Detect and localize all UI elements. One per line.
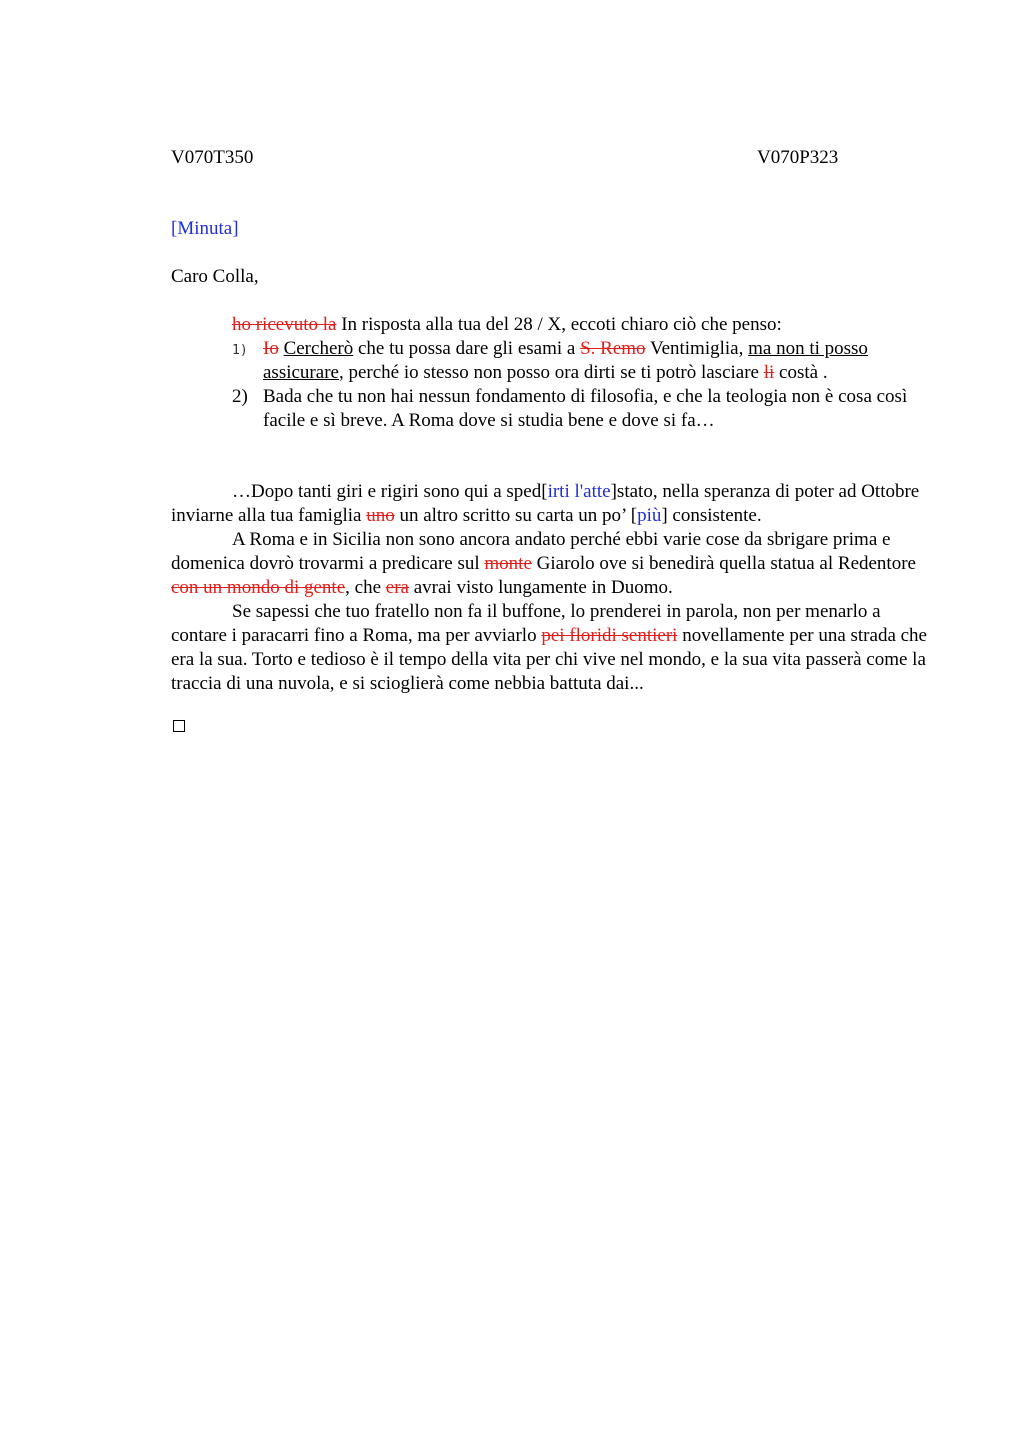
list-number: 2) xyxy=(232,386,248,407)
document-code-left: V070T350 xyxy=(171,147,254,168)
paragraph-1 xyxy=(171,480,931,528)
body-text: avrai visto lungamente in Duomo. xyxy=(408,577,673,598)
document-code-right: V070P323 xyxy=(757,147,839,168)
body-text: A Roma e in Sicilia non sono ancora andato perché ebbi varie cose da sbrigare prima e domenica dovrò trovarmi a predicare sul xyxy=(171,529,891,574)
minuta-label: [Minuta] xyxy=(171,218,239,239)
letter-opening-block xyxy=(171,313,931,433)
underlined-text: ma non ti posso assicurare xyxy=(263,338,868,383)
list-item-2 xyxy=(171,385,931,433)
deleted-text: li xyxy=(763,362,775,383)
intro-line xyxy=(171,313,931,337)
deleted-text: Io xyxy=(263,338,279,359)
inserted-text: irti l'atte xyxy=(547,481,611,502)
body-text: Se sapessi che tuo fratello non fa il buffone, lo prenderei in parola, non per menarlo a contare i paracarri fino a Roma, ma per avviarlo xyxy=(171,601,881,646)
list-item-1 xyxy=(171,337,931,385)
deleted-text: S. Remo xyxy=(580,338,646,359)
deleted-text: ho ricevuto la xyxy=(232,314,337,335)
body-text: , perché io stesso non posso ora dirti se ti potrò lasciare xyxy=(338,362,764,383)
body-text: novellamente per una strada che era la sua. Torto e tedioso è il tempo della vita per chi vive nel mondo, e la sua vita passerà come la traccia di una nuvola, e si scioglierà come nebbia battuta dai... xyxy=(171,625,927,694)
body-text: Ventimiglia, xyxy=(645,338,749,359)
body-text: che tu possa dare gli esami a xyxy=(353,338,581,359)
body-text: ]stato, nella speranza di poter ad Ottobre inviarne alla tua famiglia xyxy=(171,481,920,526)
deleted-text: pei floridi sentieri xyxy=(541,625,678,646)
deleted-text: monte xyxy=(484,553,532,574)
deleted-text: uno xyxy=(366,505,395,526)
deleted-text: con un mondo di gente xyxy=(171,577,346,598)
body-text: , che xyxy=(345,577,386,598)
body-text: Bada che tu non hai nessun fondamento di filosofia, e che la teologia non è cosa così facile e sì breve. A Roma dove si studia bene e dove si fa… xyxy=(263,386,908,431)
list-number: 1) xyxy=(232,343,248,358)
inserted-text: più xyxy=(637,505,662,526)
letter-body-block xyxy=(171,480,931,696)
deleted-text: era xyxy=(385,577,409,598)
underlined-text: Cercherò xyxy=(283,338,354,359)
body-text: ] consistente. xyxy=(661,505,762,526)
body-text: un altro scritto su carta un po’ [ xyxy=(394,505,638,526)
paragraph-2 xyxy=(171,528,931,600)
body-text: Giarolo ove si benedirà quella statua al Redentore xyxy=(531,553,916,574)
body-text: costà . xyxy=(774,362,828,383)
paragraph-3 xyxy=(171,600,931,696)
empty-square-icon xyxy=(173,720,185,732)
intro-text: In risposta alla tua del 28 / X, eccoti chiaro ciò che penso: xyxy=(336,314,782,335)
body-text: …Dopo tanti giri e rigiri sono qui a sped[ xyxy=(232,481,548,502)
salutation: Caro Colla, xyxy=(171,266,259,287)
